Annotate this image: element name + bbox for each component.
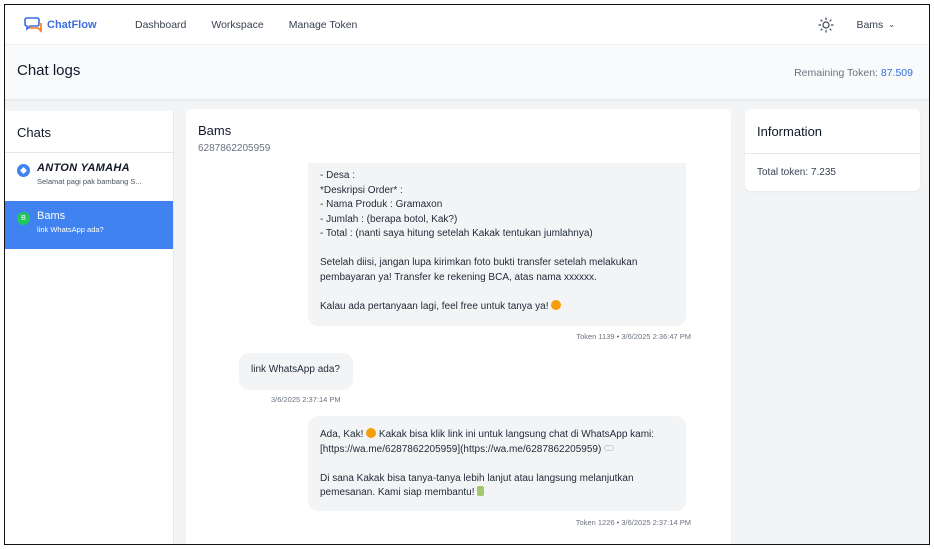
message-line: - Total : (nanti saya hitung setelah Kakak tentukan jumlahnya) <box>320 228 593 239</box>
nav-right <box>818 17 895 33</box>
message-line <box>320 486 674 501</box>
remaining-token-label: Remaining Token: <box>794 67 878 79</box>
chat-bubbles-logo-icon <box>23 17 43 33</box>
chat-preview: link WhatsApp ada? <box>37 225 104 234</box>
smile-emoji-icon <box>551 300 561 310</box>
remaining-token-value: 87.509 <box>880 67 913 79</box>
chats-sidebar <box>5 111 174 545</box>
chat-name: ANTON YAMAHA <box>37 162 130 174</box>
information-title: Information <box>745 109 920 154</box>
avatar: B <box>17 212 30 225</box>
avatar <box>17 164 30 177</box>
contact-name: Bams <box>198 123 232 138</box>
chevron-down-icon: ⌄ <box>888 20 895 29</box>
chat-name: Bams <box>37 210 66 222</box>
page-title: Chat logs <box>17 62 81 79</box>
message-text: pemesanan. Kami siap membantu! <box>320 487 475 498</box>
app-window <box>4 4 930 545</box>
message-text: Kakak bisa klik link ini untuk langsung chat di WhatsApp kami: <box>378 429 655 440</box>
chat-preview: Selamat pagi pak bambang S... <box>37 177 142 186</box>
chats-title: Chats <box>5 111 173 153</box>
message-line <box>320 428 674 443</box>
user-name: Bams <box>856 18 884 31</box>
diamond-icon <box>20 167 27 174</box>
message-meta: Token 1139 • 3/6/2025 2:36:47 PM <box>576 332 691 341</box>
nav-workspace[interactable]: Workspace <box>211 18 264 31</box>
message-line: - Desa : <box>320 170 356 181</box>
message-text: Ada, Kak! <box>320 429 364 440</box>
chat-item-bams[interactable] <box>5 201 173 249</box>
brand-name: ChatFlow <box>47 18 97 31</box>
thumbs-up-emoji-icon <box>477 486 484 496</box>
page-header <box>5 45 929 100</box>
chat-texts <box>37 162 142 192</box>
whatsapp-link[interactable]: [https://wa.me/6287862205959](https://wa.me/6287862205959) <box>320 443 602 455</box>
top-nav <box>5 5 929 45</box>
message-line: Di sana Kakak bisa tanya-tanya lebih lanjut atau langsung melanjutkan <box>320 472 634 484</box>
chat-item-anton-yamaha[interactable] <box>5 153 173 201</box>
sun-icon[interactable] <box>818 17 834 33</box>
message-line <box>320 443 674 458</box>
message-line: - Jumlah : (berapa botol, Kak?) <box>320 213 458 225</box>
message-text: link WhatsApp ada? <box>251 364 340 375</box>
brand-logo[interactable] <box>23 17 111 33</box>
message-text: Kalau ada pertanyaan lagi, feel free untuk tanya ya! <box>320 300 549 312</box>
message-line: - Nama Produk : Gramaxon <box>320 199 443 210</box>
user-message <box>239 353 353 390</box>
message-meta: Token 1226 • 3/6/2025 2:37:14 PM <box>575 518 691 527</box>
contact-phone: 6287862205959 <box>198 143 271 154</box>
message-line <box>320 300 674 315</box>
information-panel <box>745 109 920 191</box>
chat-texts <box>37 210 104 240</box>
message-line: pembayaran ya! Transfer ke rekening BCA, atas nama xxxxxx. <box>320 271 597 283</box>
message-line: Setelah diisi, jangan lupa kirimkan foto bukti transfer setelah melakukan <box>320 257 638 268</box>
bot-message <box>308 163 686 326</box>
conversation-panel <box>186 109 731 545</box>
smile-emoji-icon <box>366 428 376 438</box>
message-line: *Deskripsi Order* : <box>320 184 403 196</box>
speech-bubble-icon <box>604 445 614 451</box>
user-menu[interactable] <box>856 19 895 31</box>
total-token: Total token: 7.235 <box>757 167 836 178</box>
nav-manage-token[interactable]: Manage Token <box>288 18 358 31</box>
bot-message <box>308 416 686 511</box>
remaining-token <box>794 67 913 79</box>
message-meta: 3/6/2025 2:37:14 PM <box>271 395 341 404</box>
nav-dashboard[interactable]: Dashboard <box>135 18 187 31</box>
